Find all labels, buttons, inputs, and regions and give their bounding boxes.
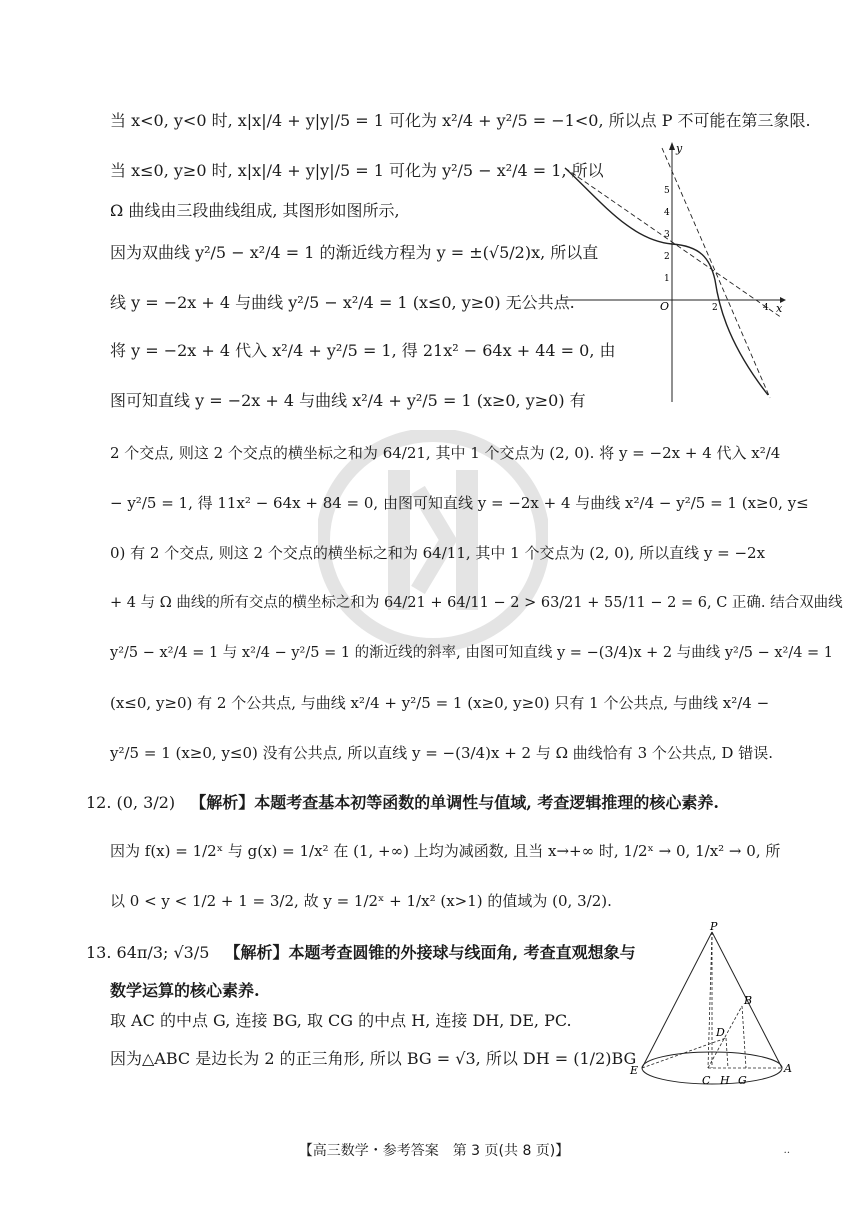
y-tick: 4 xyxy=(664,208,670,218)
text-line: 线 y = −2x + 4 与曲线 y²/5 − x²/4 = 1 (x≤0, y≥0) 无公共点. xyxy=(110,293,575,312)
point-label-H: H xyxy=(720,1074,730,1087)
curve-graph-figure xyxy=(560,140,786,402)
line-y-neg-three-quarters-x-plus2 xyxy=(565,168,782,318)
point-label-B: B xyxy=(744,994,753,1007)
text-line: 图可知直线 y = −2x + 4 与曲线 x²/4 + y²/5 = 1 (x≥0, y≥0) 有 xyxy=(110,391,586,410)
line-y-neg2x-plus4 xyxy=(662,148,770,398)
q13-tag: 【解析】本题考查圆锥的外接球与线面角, 考查直观想象与 xyxy=(224,943,636,962)
y-tick: 2 xyxy=(664,252,670,262)
text-line: y²/5 − x²/4 = 1 与 x²/4 − y²/5 = 1 的渐近线的斜率, 由图可知直线 y = −(3/4)x + 2 与曲线 y²/5 − x²/4 = 1 xyxy=(110,645,834,661)
text-line: 2 个交点, 则这 2 个交点的横坐标之和为 64/21, 其中 1 个交点为 (2, 0). 将 y = −2x + 4 代入 x²/4 xyxy=(110,444,781,462)
x-tick: 4 xyxy=(763,303,769,313)
page-footer: 【高三数学・参考答案 第 3 页(共 8 页)】 xyxy=(298,1143,570,1159)
x-axis-label: x xyxy=(776,302,783,315)
page-mark: ·· xyxy=(783,1148,790,1159)
text-line: 因为双曲线 y²/5 − x²/4 = 1 的渐近线方程为 y = ±(√5/2)x, 所以直 xyxy=(110,243,599,262)
point-label-G: G xyxy=(738,1074,747,1087)
text-line: + 4 与 Ω 曲线的所有交点的横坐标之和为 64/21 + 64/11 − 2 > 63/21 + 55/11 − 2 = 6, C 正确. 结合双曲线 xyxy=(110,595,843,611)
y-tick: 1 xyxy=(664,274,670,284)
q13-answer: 64π/3; √3/5 xyxy=(116,943,210,962)
q12-answer: (0, 3/2) xyxy=(116,793,176,812)
cone-figure xyxy=(628,922,796,1094)
text-line: Ω 曲线由三段曲线组成, 其图形如图所示, xyxy=(110,201,400,220)
text-line: 因为△ABC 是边长为 2 的正三角形, 所以 BG = √3, 所以 DH = (1/2)BG xyxy=(110,1049,637,1068)
q13-tag-cont: 数学运算的核心素养. xyxy=(110,981,260,1000)
text-line: y²/5 = 1 (x≥0, y≤0) 没有公共点, 所以直线 y = −(3/4)x + 2 与 Ω 曲线恰有 3 个公共点, D 错误. xyxy=(110,744,773,762)
point-label-P: P xyxy=(710,922,718,933)
q12-number: 12. xyxy=(86,793,112,812)
y-tick: 3 xyxy=(664,230,670,240)
text-line: 当 x<0, y<0 时, x|x|/4 + y|y|/5 = 1 可化为 x²/4 + y²/5 = −1<0, 所以点 P 不可能在第三象限. xyxy=(110,111,811,130)
text-line: 取 AC 的中点 G, 连接 BG, 取 CG 的中点 H, 连接 DH, DE, PC. xyxy=(110,1011,572,1030)
text-line: 当 x≤0, y≥0 时, x|x|/4 + y|y|/5 = 1 可化为 y²/5 − x²/4 = 1, 所以 xyxy=(110,161,604,180)
point-label-E: E xyxy=(630,1064,639,1077)
y-tick: 5 xyxy=(664,186,670,196)
q13-number: 13. xyxy=(86,943,112,962)
origin-label: O xyxy=(660,300,670,313)
text-line: (x≤0, y≥0) 有 2 个公共点, 与曲线 x²/4 + y²/5 = 1 (x≥0, y≥0) 只有 1 个公共点, 与曲线 x²/4 − xyxy=(110,694,770,712)
x-tick: 2 xyxy=(712,303,718,313)
q13-header xyxy=(86,942,636,964)
text-line: 以 0 < y < 1/2 + 1 = 3/2, 故 y = 1/2ˣ + 1/x² (x>1) 的值域为 (0, 3/2). xyxy=(110,892,612,910)
q12-header xyxy=(86,792,719,814)
text-line: 将 y = −2x + 4 代入 x²/4 + y²/5 = 1, 得 21x² − 64x + 44 = 0, 由 xyxy=(110,341,616,360)
q12-tag: 【解析】本题考查基本初等函数的单调性与值域, 考查逻辑推理的核心素养. xyxy=(190,793,719,812)
y-axis-label: y xyxy=(676,142,683,155)
point-label-D: D xyxy=(716,1026,725,1039)
text-line: 因为 f(x) = 1/2ˣ 与 g(x) = 1/x² 在 (1, +∞) 上均为减函数, 且当 x→+∞ 时, 1/2ˣ → 0, 1/x² → 0, 所 xyxy=(110,842,781,860)
text-line: 0) 有 2 个交点, 则这 2 个交点的横坐标之和为 64/11, 其中 1 个交点为 (2, 0), 所以直线 y = −2x xyxy=(110,544,766,562)
point-label-A: A xyxy=(784,1062,792,1075)
point-label-C: C xyxy=(702,1074,711,1087)
text-line: − y²/5 = 1, 得 11x² − 64x + 84 = 0, 由图可知直线 y = −2x + 4 与曲线 x²/4 − y²/5 = 1 (x≥0, y≤ xyxy=(110,494,809,512)
